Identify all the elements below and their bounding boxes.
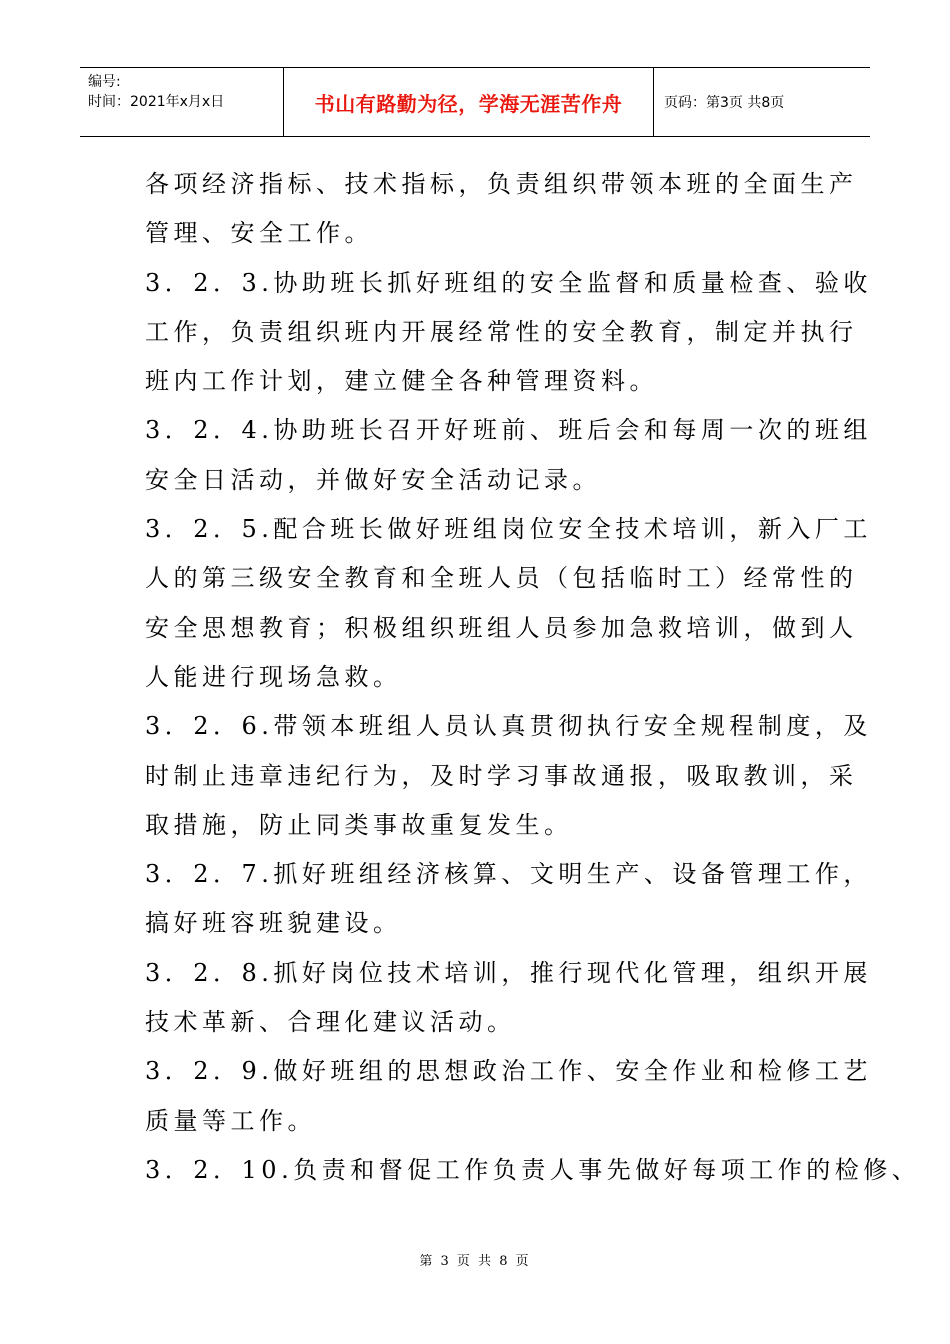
body-line: 各项经济指标、技术指标，负责组织带领本班的全面生产 bbox=[145, 170, 858, 198]
body-line: 人的第三级安全教育和全班人员（包括临时工）经常性的 bbox=[145, 564, 858, 593]
body-line: 3．2．10.负责和督促工作负责人事先做好每项工作的检修、 bbox=[145, 1155, 921, 1184]
body-line: 技术革新、合理化建议活动。 bbox=[145, 1008, 516, 1037]
body-line: 管理、安全工作。 bbox=[145, 219, 373, 248]
body-line: 时制止违章违纪行为，及时学习事故通报，吸取教训，采 bbox=[145, 761, 858, 790]
page-footer: 第 3 页 共 8 页 bbox=[419, 1254, 531, 1269]
body-line: 安全思想教育；积极组织班组人员参加急救培训，做到人 bbox=[145, 613, 858, 642]
body-line: 搞好班容班貌建设。 bbox=[145, 909, 402, 938]
body-line: 质量等工作。 bbox=[145, 1106, 316, 1135]
body-line: 3．2．4.协助班长召开好班前、班后会和每周一次的班组 bbox=[145, 416, 872, 445]
body-line: 安全日活动，并做好安全活动记录。 bbox=[145, 465, 601, 494]
body-line: 3．2．5.配合班长做好班组岗位安全技术培训，新入厂工 bbox=[145, 515, 872, 544]
body-line: 3．2．6.带领本班组人员认真贯彻执行安全规程制度，及 bbox=[145, 712, 872, 741]
body-line: 3．2．3.协助班长抓好班组的安全监督和质量检查、验收 bbox=[145, 268, 872, 297]
header-meta bbox=[80, 68, 284, 136]
body-line: 3．2．9.做好班组的思想政治工作、安全作业和检修工艺 bbox=[145, 1057, 872, 1086]
time-label: 时间：2021年x月x日 bbox=[88, 94, 225, 110]
body-line: 3．2．7.抓好班组经济核算、文明生产、设备管理工作， bbox=[145, 860, 872, 889]
page-header bbox=[80, 67, 870, 137]
body-line: 取措施，防止同类事故重复发生。 bbox=[145, 810, 573, 839]
body-line: 工作，负责组织班内开展经常性的安全教育，制定并执行 bbox=[145, 317, 858, 346]
body-line: 3．2．8.抓好岗位技术培训，推行现代化管理，组织开展 bbox=[145, 958, 872, 987]
header-motto: 书山有路勤为径，学海无涯苦作舟 bbox=[284, 68, 654, 136]
serial-label: 编号: bbox=[88, 74, 121, 90]
body-line: 人能进行现场急救。 bbox=[145, 662, 402, 691]
header-page-info: 页码：第3页 共8页 bbox=[664, 95, 785, 111]
document-body bbox=[145, 160, 921, 1195]
body-line: 班内工作计划，建立健全各种管理资料。 bbox=[145, 367, 658, 396]
